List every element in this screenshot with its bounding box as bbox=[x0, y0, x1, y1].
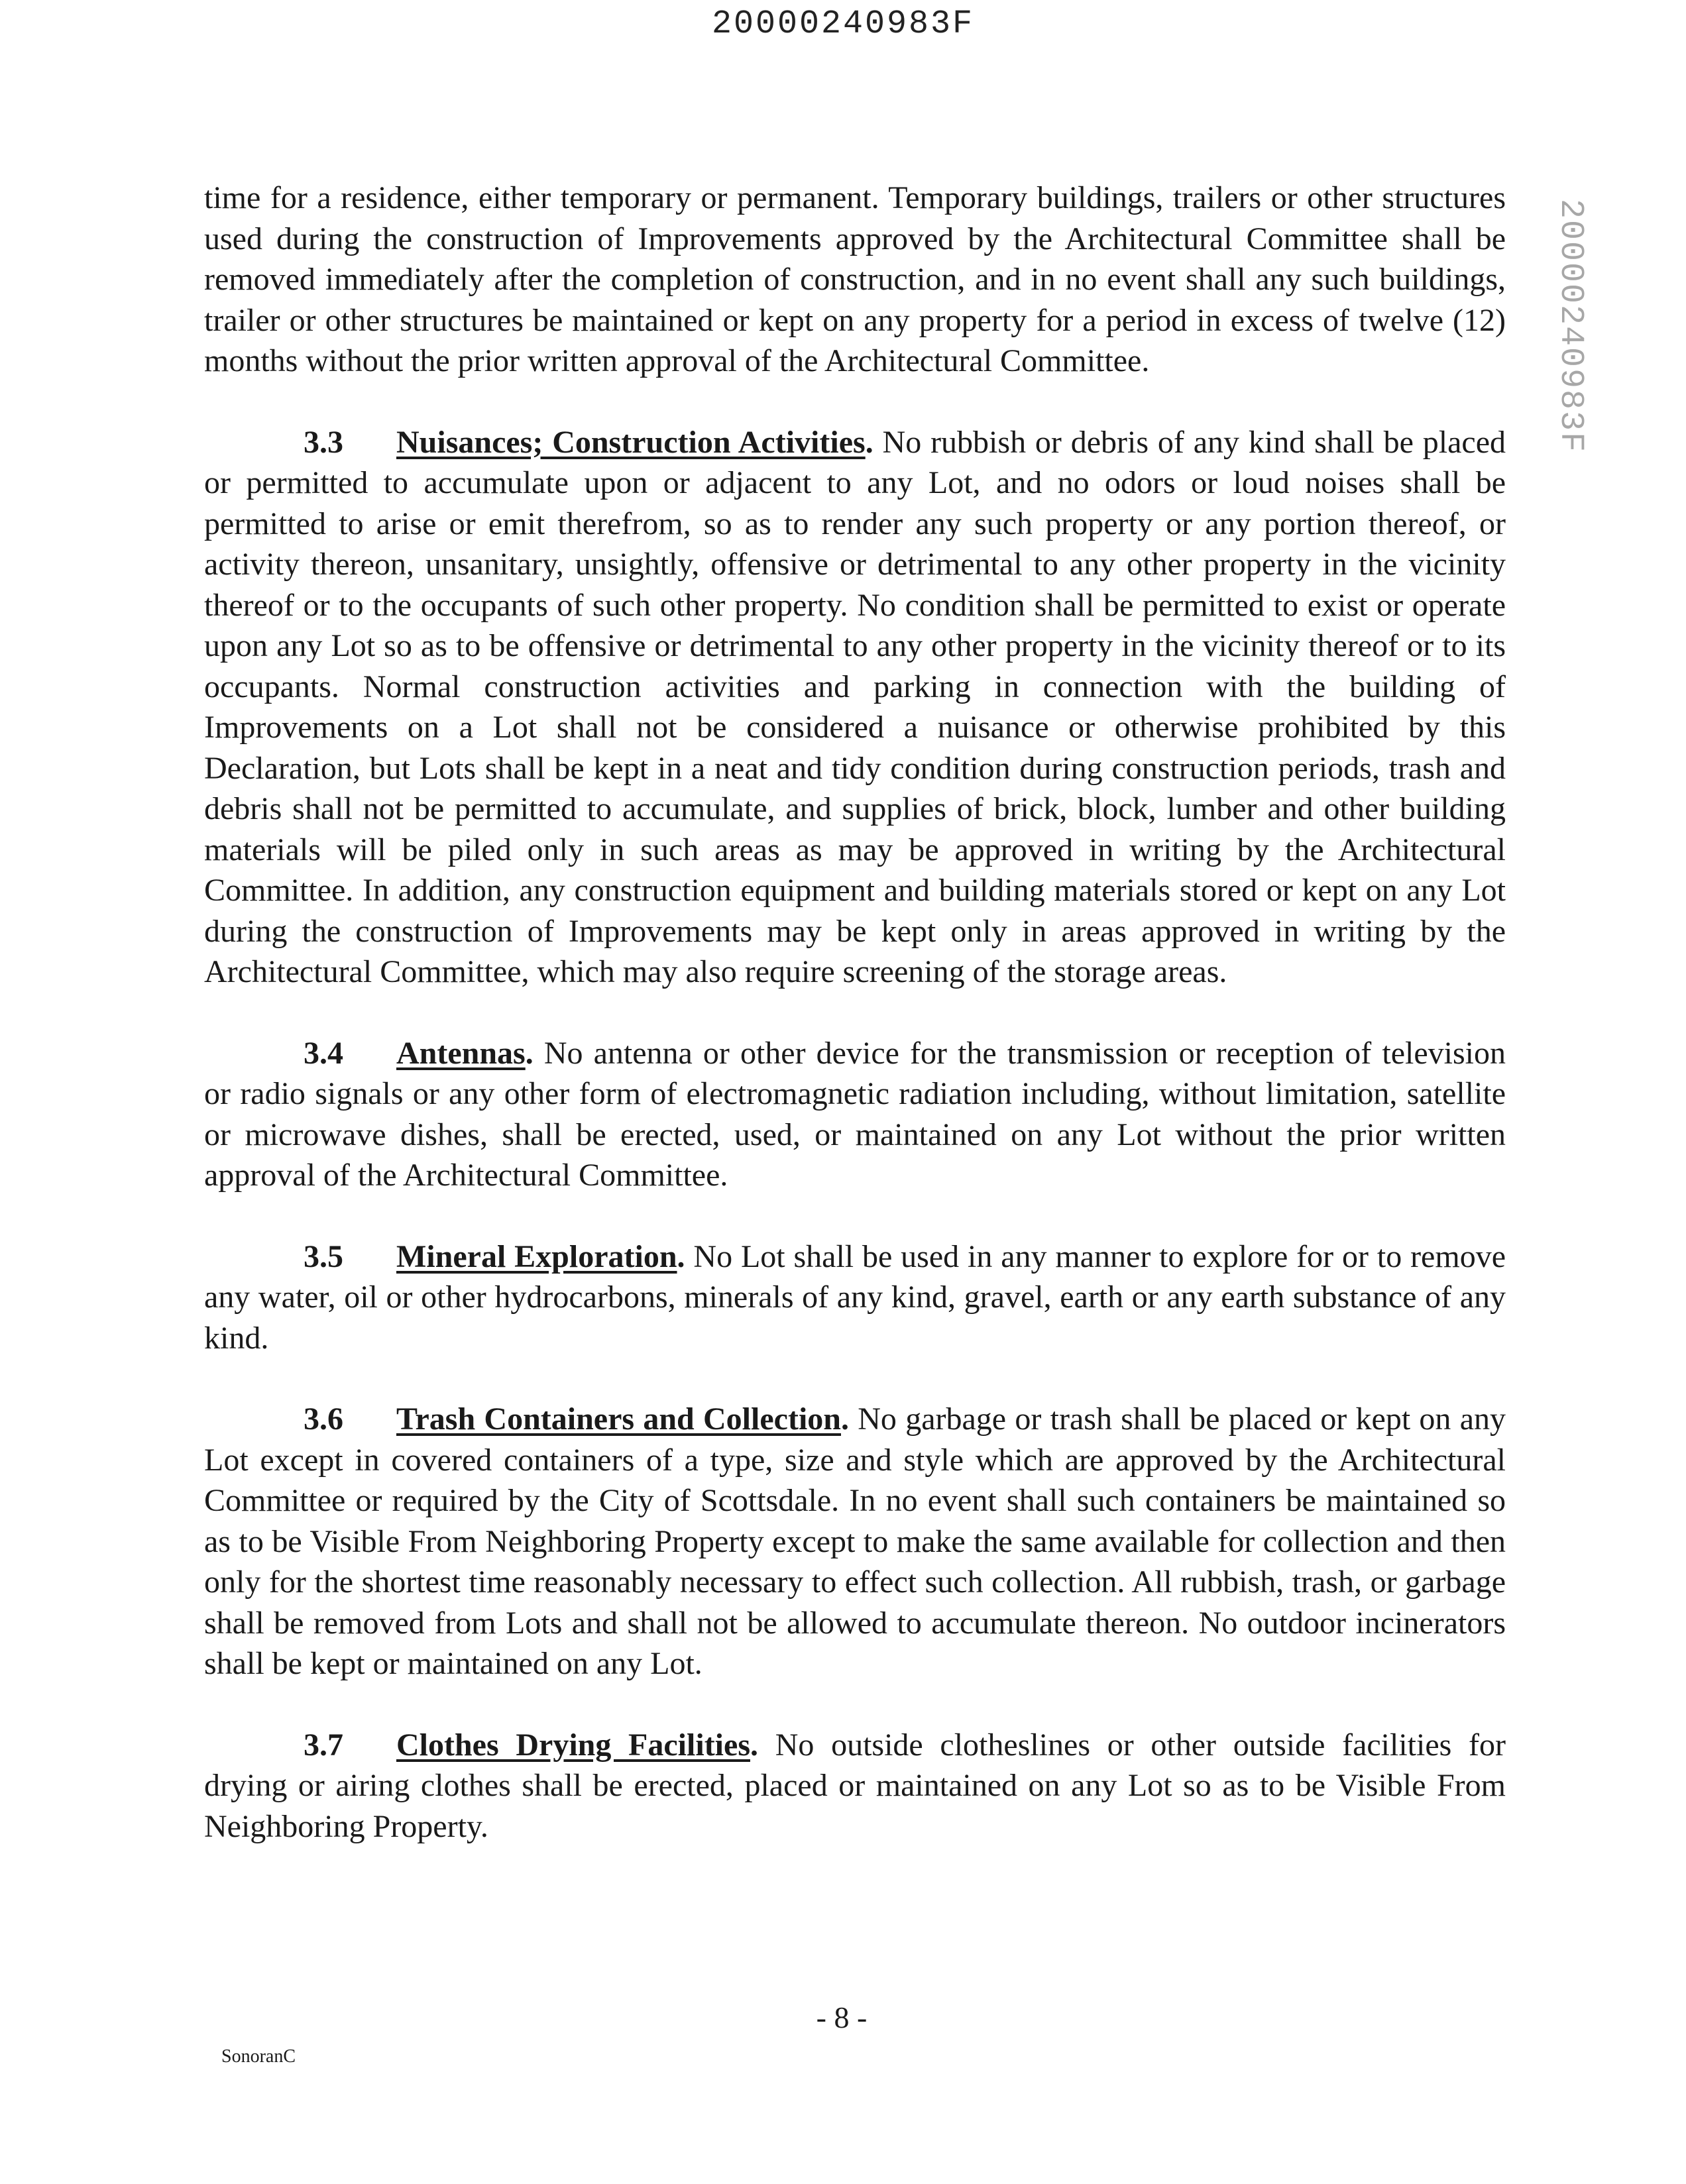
page-number: - 8 - bbox=[816, 2000, 868, 2034]
section-body: No garbage or trash shall be placed or kept on any Lot except in covered containers of a type, size and style which are approved by the Architectural Committee or required by the City of Scottsdale. In no event shall such containers be maintained so as to be Visible From Neighboring Property except to make the same available for collection and then only for the shortest time reasonably necessary to effect such collection. All rubbish, trash, or garbage shall be removed from Lots and shall not be allowed to accumulate thereon. No outdoor incinerators shall be kept or maintained on any Lot. bbox=[204, 1401, 1506, 1681]
section-body: No antenna or other device for the transmission or reception of television or radio signals or any other form of electromagnetic radiation including, without limitation, satellite or microwave dishes, shall be erected, used, or maintained on any Lot without the prior written approval of the Architectural Committee. bbox=[204, 1035, 1506, 1193]
section-title: Clothes Drying Facilities bbox=[396, 1727, 750, 1763]
section-body: No outside clotheslines or other outside facilities for drying or airing clothes shall be erected, placed or maintained on any Lot so as to be Visible From Neighboring Property. bbox=[204, 1727, 1506, 1844]
section-3-4: 3.4 Antennas. No antenna or other device for the transmission or reception of television or radio signals or any other form of electromagnetic radiation including, without limitation, satellite or microwave dishes, shall be erected, used, or maintained on any Lot without the prior written approval of the Architectural Committee. bbox=[204, 1033, 1506, 1196]
section-3-6: 3.6 Trash Containers and Collection. No garbage or trash shall be placed or kept on any Lot except in covered containers of a type, size and style which are approved by the Architectural Committee or required by the City of Scottsdale. In no event shall such containers be maintained so as to be Visible From Neighboring Property except to make the same available for collection and then only for the shortest time reasonably necessary to effect such collection. All rubbish, trash, or garbage shall be removed from Lots and shall not be allowed to accumulate thereon. No outdoor incinerators shall be kept or maintained on any Lot. bbox=[204, 1399, 1506, 1684]
section-number: 3.5 bbox=[304, 1238, 343, 1274]
side-stamp: 20000240983F bbox=[1551, 199, 1589, 454]
section-3-7: 3.7 Clothes Drying Facilities. No outside clotheslines or other outside facilities for drying or airing clothes shall be erected, placed or maintained on any Lot so as to be Visible From Neighboring Property. bbox=[204, 1725, 1506, 1847]
section-number: 3.3 bbox=[304, 424, 343, 460]
section-title: Antennas bbox=[396, 1035, 526, 1071]
section-number: 3.7 bbox=[304, 1727, 343, 1763]
intro-paragraph: time for a residence, either temporary or permanent. Temporary buildings, trailers or other structures used during the construction of Improvements approved by the Architectural Committee shall be removed immediately after the completion of construction, and in no event shall any such buildings, trailer or other structures be maintained or kept on any property for a period in excess of twelve (12) months without the prior written approval of the Architectural Committee. bbox=[204, 180, 1506, 378]
section-number: 3.6 bbox=[304, 1401, 343, 1437]
section-3-3: 3.3 Nuisances; Construction Activities. No rubbish or debris of any kind shall be placed or permitted to accumulate upon or adjacent to any Lot, and no odors or loud noises shall be permitted to arise or emit therefrom, so as to render any such property or any portion thereof, or activity thereon, unsanitary, unsightly, offensive or detrimental to any other property in the vicinity thereof or to the occupants of such other property. No condition shall be permitted to exist or operate upon any Lot so as to be offensive or detrimental to any other property in the vicinity thereof or to its occupants. Normal construction activities and parking in connection with the building of Improvements on a Lot shall not be considered a nuisance or otherwise prohibited by this Declaration, but Lots shall be kept in a neat and tidy condition during construction periods, trash and debris shall not be permitted to accumulate, and supplies of brick, block, lumber and other building materials will be piled only in such areas as may be approved in writing by the Architectural Committee. In addition, any construction equipment and building materials stored or kept on any Lot during the construction of Improvements may be kept only in areas approved in writing by the Architectural Committee, which may also require screening of the storage areas. bbox=[204, 422, 1506, 993]
section-title: Trash Containers and Collection bbox=[396, 1401, 841, 1437]
section-body: No Lot shall be used in any manner to explore for or to remove any water, oil or other hydrocarbons, minerals of any kind, gravel, earth or any earth substance of any kind. bbox=[204, 1238, 1506, 1356]
section-title: Mineral Exploration bbox=[396, 1238, 677, 1274]
section-body: No rubbish or debris of any kind shall be placed or permitted to accumulate upon or adjacent to any Lot, and no odors or loud noises shall be permitted to arise or emit therefrom, so as to render any such property or any portion thereof, or activity thereon, unsanitary, unsightly, offensive or detrimental to any other property in the vicinity thereof or to the occupants of such other property. No condition shall be permitted to exist or operate upon any Lot so as to be offensive or detrimental to any other property in the vicinity thereof or to its occupants. Normal construction activities and parking in connection with the building of Improvements on a Lot shall not be considered a nuisance or otherwise prohibited by this Declaration, but Lots shall be kept in a neat and tidy condition during construction periods, trash and debris shall not be permitted to accumulate, and supplies of brick, block, lumber and other building materials will be piled only in such areas as may be approved in writing by the Architectural Committee. In addition, any construction equipment and building materials stored or kept on any Lot during the construction of Improvements may be kept only in areas approved in writing by the Architectural Committee, which may also require screening of the storage areas. bbox=[204, 424, 1506, 989]
section-title: Nuisances; Construction Activities bbox=[396, 424, 866, 460]
section-3-5: 3.5 Mineral Exploration. No Lot shall be used in any manner to explore for or to remove any water, oil or other hydrocarbons, minerals of any kind, gravel, earth or any earth substance of any kind. bbox=[204, 1236, 1506, 1359]
document-number: 20000240983F bbox=[711, 5, 975, 43]
section-number: 3.4 bbox=[304, 1035, 343, 1071]
footer-document-id: SonoranC bbox=[221, 2046, 296, 2067]
document-body bbox=[204, 178, 1506, 1887]
